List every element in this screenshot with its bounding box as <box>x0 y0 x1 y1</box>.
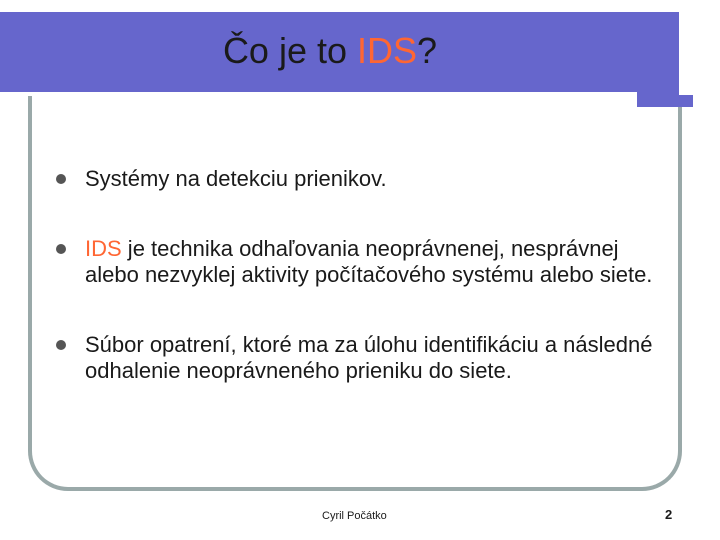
bullet-item <box>56 332 666 384</box>
bullet-accent: IDS <box>85 236 122 261</box>
bullet-dot-icon <box>56 244 66 254</box>
title-prefix: Čo je to <box>222 30 358 71</box>
bullet-list <box>56 166 666 428</box>
bullet-dot-icon <box>56 174 66 184</box>
title-suffix: ? <box>417 30 438 71</box>
page-number: 2 <box>665 507 673 522</box>
bullet-text: Systémy na detekciu prienikov. <box>85 166 387 191</box>
bullet-item <box>56 236 666 288</box>
footer-author: Cyril Počátko <box>322 510 387 522</box>
bullet-dot-icon <box>56 340 66 350</box>
title-notch <box>637 95 693 107</box>
bullet-text: Súbor opatrení, ktoré ma za úlohu identifikáciu a následné odhalenie neoprávneného prieniku do siete. <box>85 332 653 383</box>
slide-title <box>0 30 660 72</box>
bullet-item <box>56 166 666 192</box>
title-accent: IDS <box>357 30 418 71</box>
title-underline <box>0 92 637 96</box>
bullet-text: je technika odhaľovania neoprávnenej, nesprávnej alebo nezvyklej aktivity počítačového systému alebo siete. <box>85 236 653 287</box>
